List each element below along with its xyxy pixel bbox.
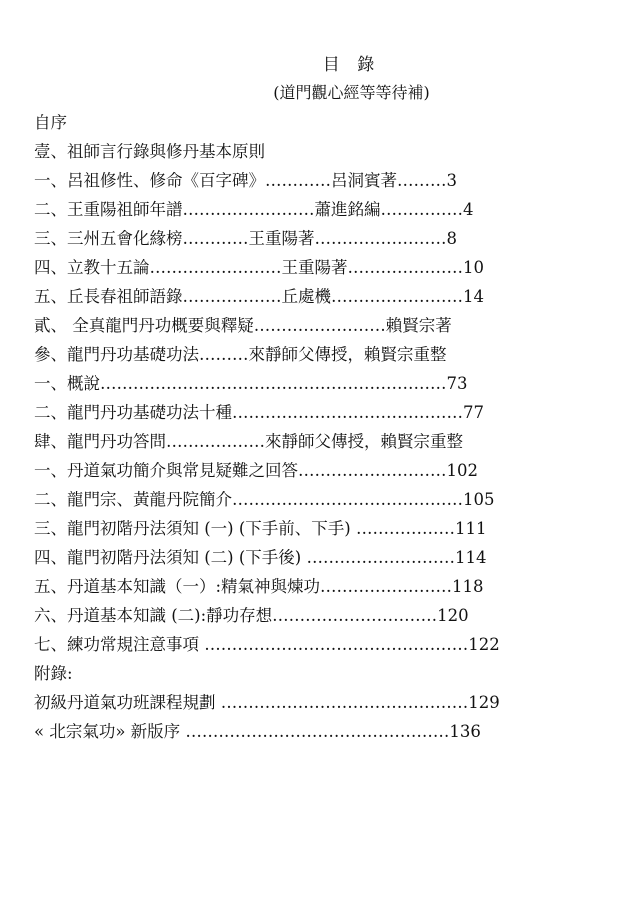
- table-of-contents: [34, 108, 634, 746]
- toc-entry: 自序: [34, 113, 67, 132]
- toc-entry: 二、王重陽祖師年譜……………………蕭進銘編……………4: [34, 200, 474, 219]
- toc-entry: 初級丹道氣功班課程規劃 ………………………………………129: [34, 693, 500, 712]
- toc-entry: 六、丹道基本知識 (二):靜功存想…………………………120: [34, 606, 469, 625]
- toc-entry: 七、練功常規注意事項 …………………………………………122: [34, 635, 500, 654]
- toc-entry: 附錄:: [34, 664, 73, 683]
- toc-entry: 二、龍門丹功基礎功法十種……………………………………77: [34, 403, 484, 422]
- toc-entry: 三、三州五會化緣榜…………王重陽著……………………8: [34, 229, 457, 248]
- toc-entry: 四、立教十五論……………………王重陽著…………………10: [34, 258, 484, 277]
- toc-entry: 參、龍門丹功基礎功法………來靜師父傳授，賴賢宗重整: [34, 345, 447, 364]
- toc-entry: « 北宗氣功» 新版序 …………………………………………136: [34, 722, 481, 741]
- toc-entry: 五、丘長春祖師語錄………………丘處機……………………14: [34, 287, 484, 306]
- toc-entry: 一、呂祖修性、修命《百字碑》…………呂洞賓著………3: [34, 171, 457, 190]
- toc-entry: 三、龍門初階丹法須知 (一) (下手前、下手) ………………111: [34, 519, 487, 538]
- toc-entry: 肆、龍門丹功答問………………來靜師父傳授，賴賢宗重整: [34, 432, 463, 451]
- toc-entry: 一、丹道氣功簡介與常見疑難之回答………………………102: [34, 461, 478, 480]
- toc-entry: 壹、祖師言行錄與修丹基本原則: [34, 142, 265, 161]
- toc-entry: 二、龍門宗、黃龍丹院簡介……………………………………105: [34, 490, 495, 509]
- page-subtitle: (道門觀心經等等待補): [273, 83, 430, 102]
- toc-entry: 五、丹道基本知識（一）:精氣神與煉功……………………118: [34, 577, 484, 596]
- page-title: 目 錄: [322, 55, 381, 75]
- toc-entry: 四、龍門初階丹法須知 (二) (下手後) ………………………114: [34, 548, 487, 567]
- toc-entry: 一、概說………………………………………………………73: [34, 374, 468, 393]
- toc-entry: 貳、 全真龍門丹功概要與釋疑……………………賴賢宗著: [34, 316, 452, 335]
